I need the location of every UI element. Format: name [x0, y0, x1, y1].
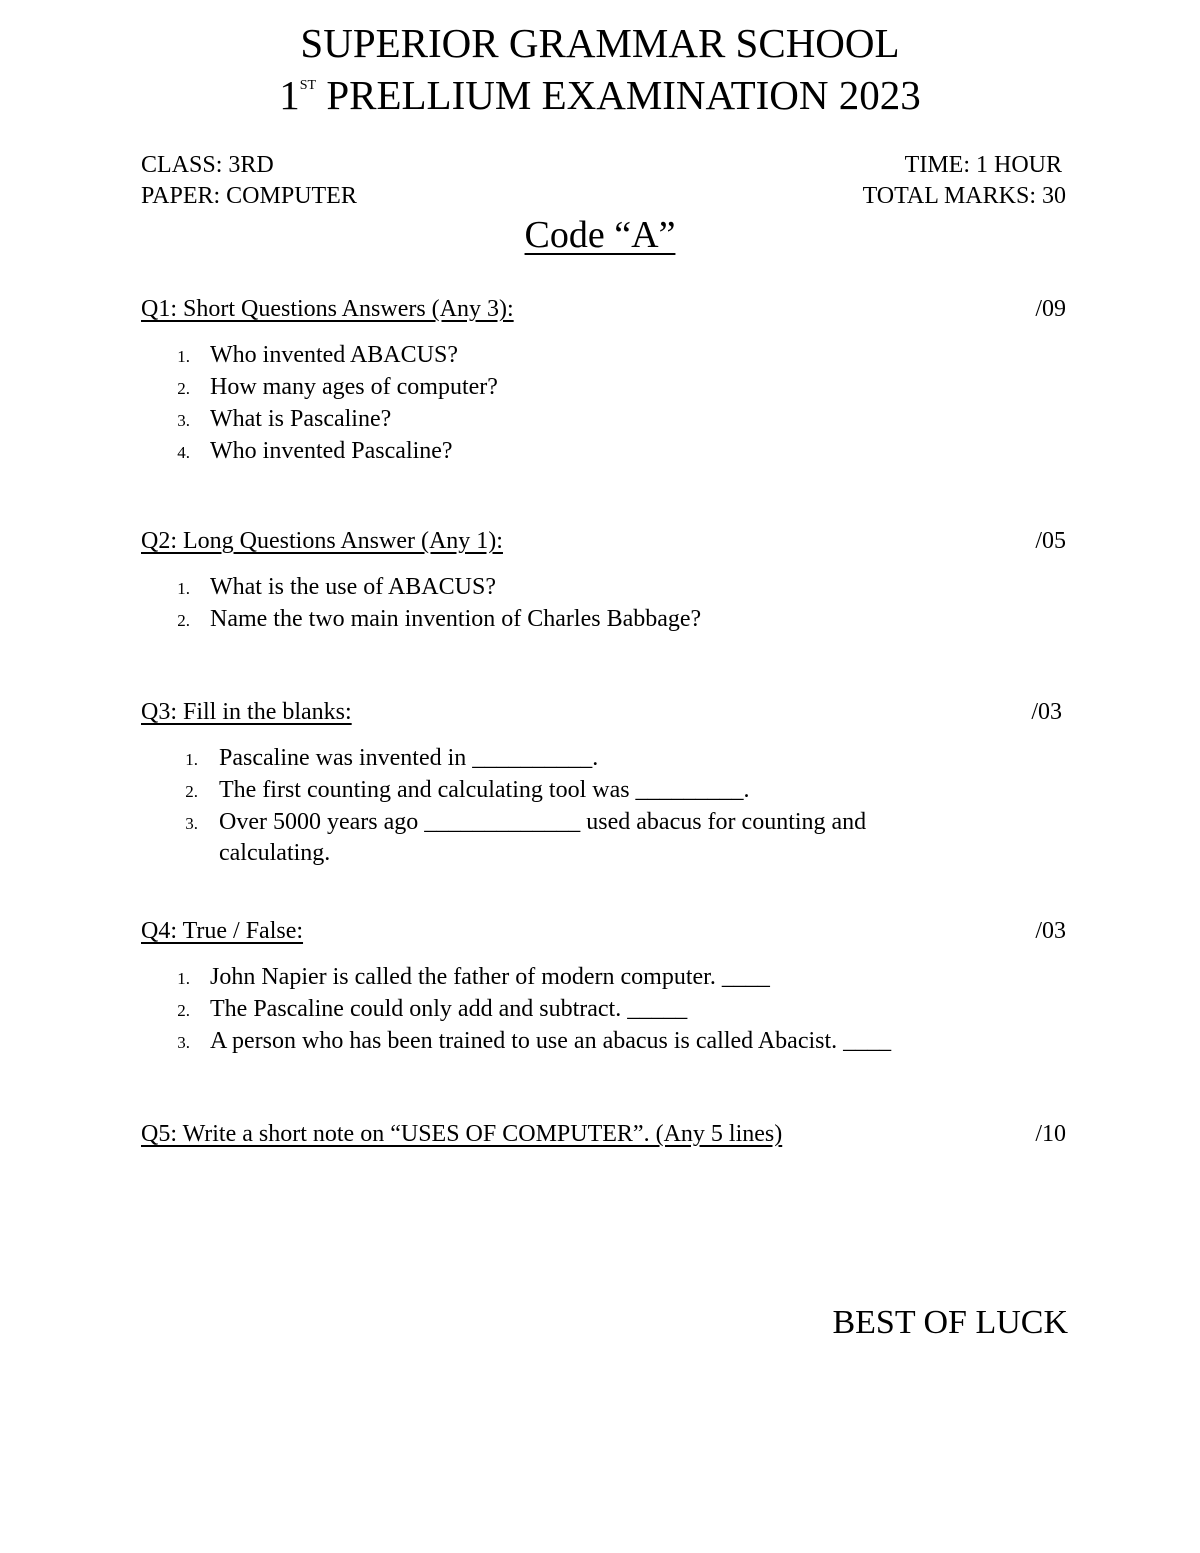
class-label: CLASS: 3RD	[141, 152, 274, 178]
q1-item-text: Who invented Pascaline?	[210, 438, 453, 464]
q2-marks: /05	[1035, 528, 1066, 554]
q3-item-number: 3.	[185, 814, 198, 833]
q1-item-text: How many ages of computer?	[210, 374, 498, 400]
exam-ordinal: ST	[299, 78, 317, 93]
q1-item-number: 4.	[177, 443, 190, 462]
q3-heading: Q3: Fill in the blanks:	[141, 699, 352, 725]
time-label: TIME: 1 HOUR	[904, 152, 1062, 178]
closing-note: BEST OF LUCK	[832, 1304, 1068, 1341]
total-marks-label: TOTAL MARKS: 30	[862, 183, 1066, 209]
exam-title	[0, 72, 1200, 118]
school-name: SUPERIOR GRAMMAR SCHOOL	[300, 20, 900, 66]
q1-item-number: 3.	[177, 411, 190, 430]
q1-marks: /09	[1035, 296, 1066, 322]
q4-item-number: 2.	[177, 1001, 190, 1020]
q3-item-text: Pascaline was invented in __________.	[219, 745, 599, 771]
q3-item-text: Over 5000 years ago _____________ used abacus for counting and	[219, 809, 867, 835]
q2-item-text: Name the two main invention of Charles Babbage?	[210, 606, 702, 632]
q4-item-text: A person who has been trained to use an abacus is called Abacist. ____	[210, 1028, 892, 1054]
q4-item-text: The Pascaline could only add and subtract. _____	[210, 996, 688, 1022]
q2-item-text: What is the use of ABACUS?	[210, 574, 496, 600]
q2-item-number: 1.	[177, 579, 190, 598]
q4-marks: /03	[1035, 918, 1066, 944]
q4-heading: Q4: True / False:	[141, 918, 304, 944]
q2-item-number: 2.	[177, 611, 190, 630]
q2-heading: Q2: Long Questions Answer (Any 1):	[141, 528, 503, 554]
paper-code-text: Code “A”	[524, 214, 676, 256]
q4-item-number: 1.	[177, 969, 190, 988]
q1-item-number: 1.	[177, 347, 190, 366]
q3-item-number: 1.	[185, 750, 198, 769]
paper-label: PAPER: COMPUTER	[141, 183, 357, 209]
q1-item-text: Who invented ABACUS?	[210, 342, 458, 368]
q5-marks: /10	[1035, 1121, 1066, 1147]
q1-heading: Q1: Short Questions Answers (Any 3):	[141, 296, 514, 322]
q1-item-text: What is Pascaline?	[210, 406, 392, 432]
q4-item-number: 3.	[177, 1033, 190, 1052]
q1-item-number: 2.	[177, 379, 190, 398]
paper-code	[0, 216, 1200, 254]
q5-heading: Q5: Write a short note on “USES OF COMPUTER”. (Any 5 lines)	[141, 1121, 783, 1147]
q3-item-continuation: calculating.	[219, 840, 331, 866]
q4-item-text: John Napier is called the father of modern computer. ____	[210, 964, 770, 990]
exam-prefix: 1	[279, 72, 300, 118]
q3-item-number: 2.	[185, 782, 198, 801]
q3-marks: /03	[1031, 699, 1062, 725]
exam-rest: PRELLIUM EXAMINATION 2023	[316, 72, 921, 118]
q3-item-text: The first counting and calculating tool was _________.	[219, 777, 750, 803]
